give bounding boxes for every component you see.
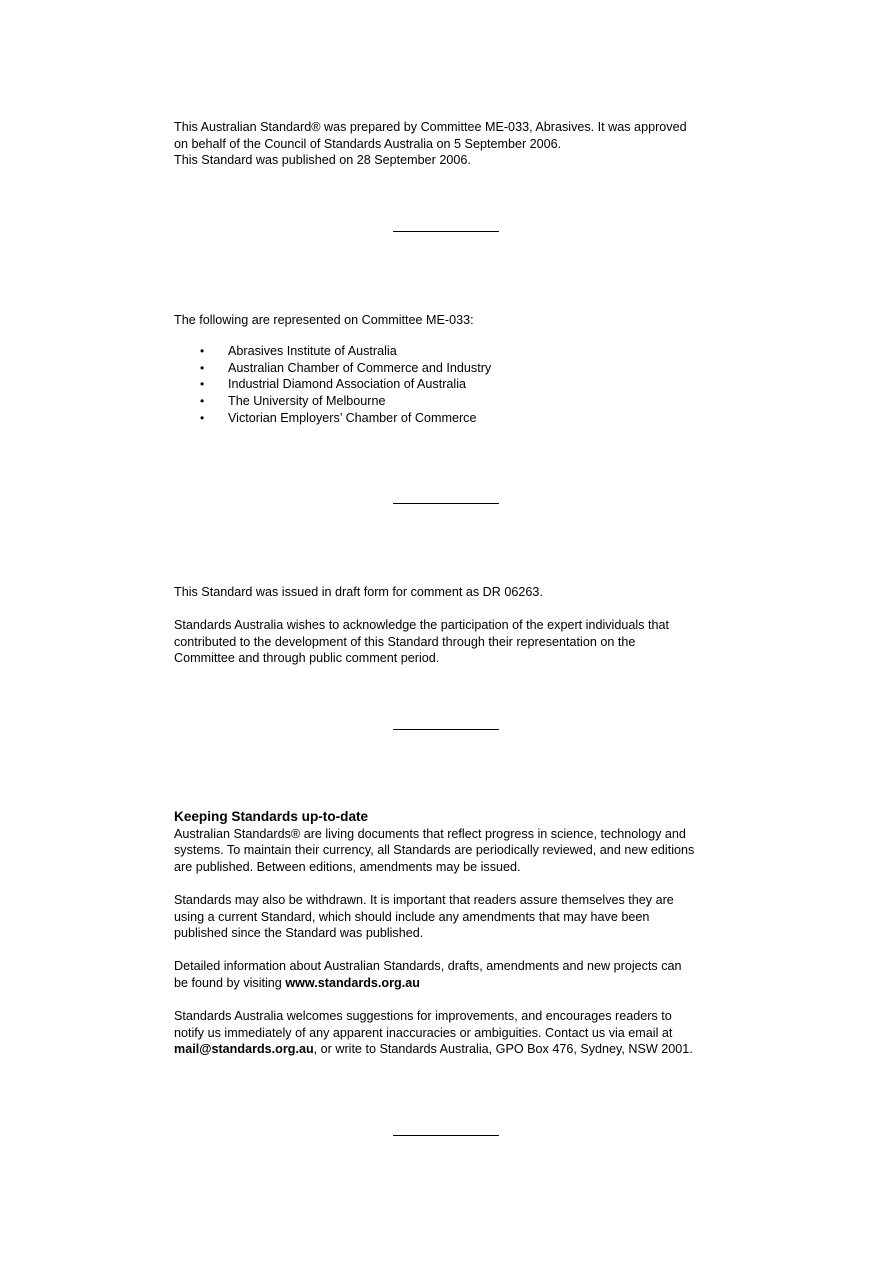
approval-line: This Australian Standard® was prepared by Committee ME-033, Abrasives. It was approved <box>174 120 687 134</box>
member-name: Australian Chamber of Commerce and Industry <box>228 360 492 375</box>
publication-line: This Standard was published on 28 September 2006. <box>174 153 471 168</box>
text-line: using a current Standard, which should include any amendments that may have been <box>174 909 650 924</box>
paragraph-website <box>174 958 734 991</box>
acknowledgement-line: Committee and through public comment period. <box>174 651 440 666</box>
approval-notice <box>174 119 734 169</box>
section-divider <box>393 503 499 504</box>
bullet-icon: • <box>200 377 205 392</box>
list-item <box>174 343 734 360</box>
section-heading: Keeping Standards up-to-date <box>174 809 369 824</box>
list-item <box>174 376 734 393</box>
uptodate-section <box>174 809 734 1075</box>
text-line: systems. To maintain their currency, all Standards are periodically reviewed, and new editions <box>174 843 695 858</box>
spacer <box>174 329 734 344</box>
spacer <box>174 601 734 618</box>
list-item <box>174 410 734 427</box>
draft-section <box>174 584 734 667</box>
section-divider <box>393 729 499 730</box>
bullet-icon: • <box>200 393 205 408</box>
section-divider <box>393 1135 499 1136</box>
list-item <box>174 360 734 377</box>
text-line: Standards may also be withdrawn. It is important that readers assure themselves they are <box>174 892 674 907</box>
website-link[interactable]: www.standards.org.au <box>285 975 420 990</box>
text-line: published since the Standard was published. <box>174 926 424 941</box>
email-link[interactable]: mail@standards.org.au <box>174 1042 314 1057</box>
draft-issue-line: This Standard was issued in draft form for comment as DR 06263. <box>174 585 543 599</box>
member-name: Victorian Employers’ Chamber of Commerce <box>228 410 477 425</box>
member-name: Abrasives Institute of Australia <box>228 344 397 359</box>
text-fragment: , or write to Standards Australia, GPO Box 476, Sydney, NSW 2001. <box>313 1042 693 1057</box>
text-line <box>174 1041 734 1058</box>
paragraph-contact <box>174 1008 734 1058</box>
acknowledgement-line: contributed to the development of this Standard through their representation on the <box>174 634 636 649</box>
bullet-icon: • <box>200 344 205 359</box>
section-divider <box>393 231 499 232</box>
text-line: are published. Between editions, amendments may be issued. <box>174 859 521 874</box>
bullet-icon: • <box>200 410 205 425</box>
committee-intro: The following are represented on Committee ME-033: <box>174 313 474 327</box>
text-line: Detailed information about Australian Standards, drafts, amendments and new projects can <box>174 959 682 974</box>
paragraph-living-documents <box>174 826 734 876</box>
list-item <box>174 393 734 410</box>
acknowledgement-line: Standards Australia wishes to acknowledge the participation of the expert individuals that <box>174 618 669 633</box>
committee-section <box>174 312 734 426</box>
text-fragment: be found by visiting <box>174 975 286 990</box>
text-line <box>174 975 734 992</box>
member-name: The University of Melbourne <box>228 393 386 408</box>
committee-member-list <box>174 343 734 426</box>
text-line: notify us immediately of any apparent inaccuracies or ambiguities. Contact us via email at <box>174 1025 673 1040</box>
text-line: Australian Standards® are living documents that reflect progress in science, technology and <box>174 826 686 841</box>
bullet-icon: • <box>200 360 205 375</box>
approval-line: on behalf of the Council of Standards Australia on 5 September 2006. <box>174 136 562 151</box>
member-name: Industrial Diamond Association of Australia <box>228 377 467 392</box>
text-line: Standards Australia welcomes suggestions for improvements, and encourages readers to <box>174 1009 672 1024</box>
paragraph-withdrawn <box>174 892 734 942</box>
